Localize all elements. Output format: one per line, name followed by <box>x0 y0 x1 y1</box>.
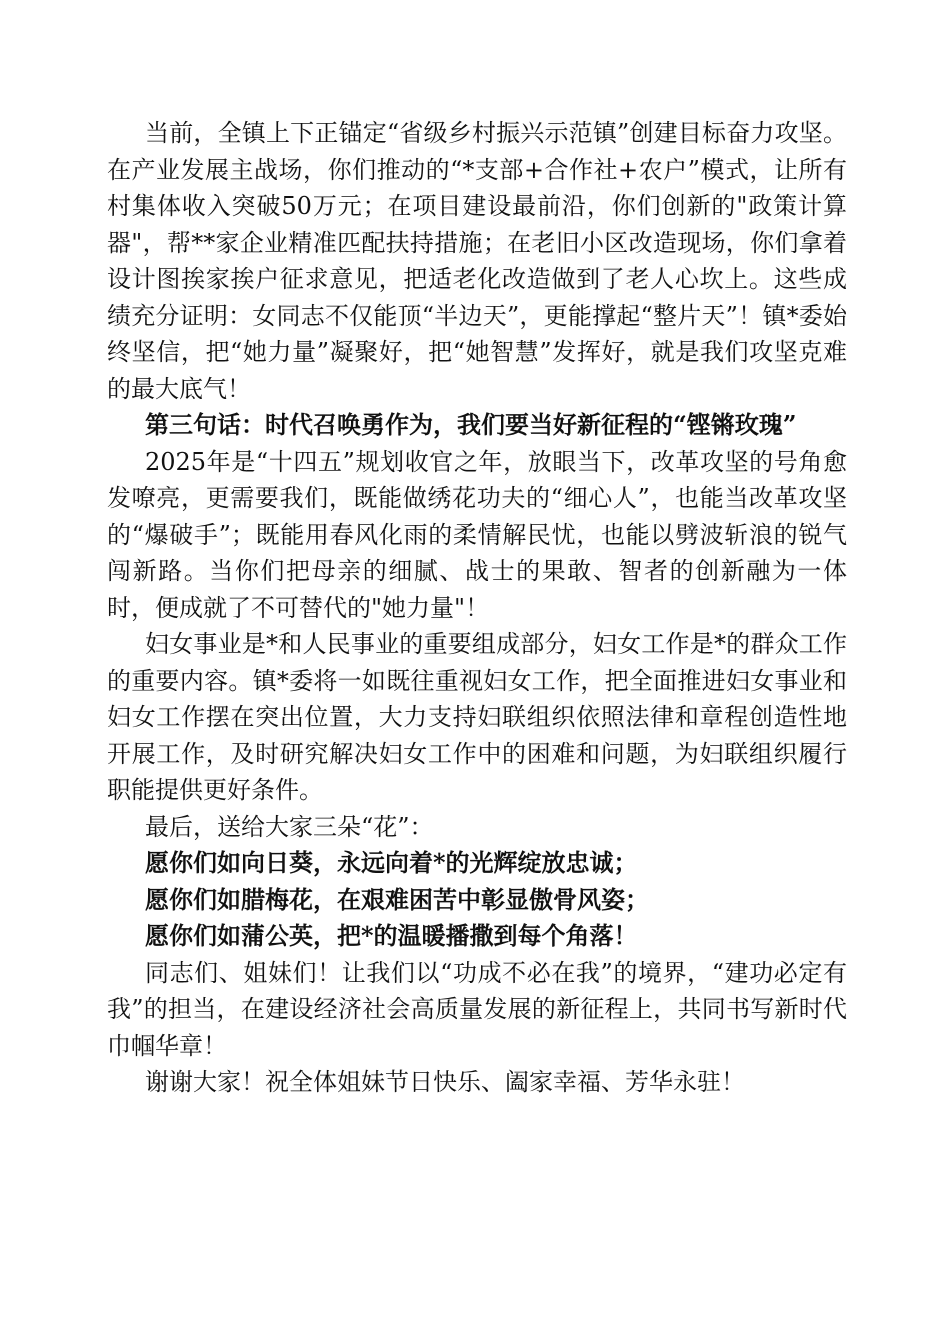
paragraph-new-journey: 2025年是“十四五”规划收官之年，放眼当下，改革攻坚的号角愈发嘹亮，更需要我们，既能做绣花功夫的“细心人”，也能当改革攻坚的“爆破手”；既能用春风化雨的柔情解民忧，也能以劈波斩浪的锐气闯新路。当你们把母亲的细腻、战士的果敢、智者的创新融为一体时，便成就了不可替代的"她力量"！ <box>107 447 847 622</box>
paragraph-call-to-action: 同志们、姐妹们！让我们以“功成不必在我”的境界，“建功必定有我”的担当，在建设经济社会高质量发展的新征程上，共同书写新时代巾帼华章！ <box>107 958 847 1060</box>
paragraph-achievements: 当前，全镇上下正锚定“省级乡村振兴示范镇”创建目标奋力攻坚。在产业发展主战场，你们推动的“*支部+合作社+农户”模式，让所有村集体收入突破50万元；在项目建设最前沿，你们创新的"政策计算器"，帮**家企业精准匹配扶持措施；在老旧小区改造现场，你们拿着设计图挨家挨户征求意见，把适老化改造做到了老人心坎上。这些成绩充分证明：女同志不仅能顶“半边天”，更能撑起“整片天”！镇*委始终坚信，把“她力量”凝聚好，把“她智慧”发挥好，就是我们攻坚克难的最大底气！ <box>107 119 847 403</box>
wish-sunflower: 愿你们如向日葵，永远向着*的光辉绽放忠诚； <box>145 848 638 877</box>
paragraph-womens-work: 妇女事业是*和人民事业的重要组成部分，妇女工作是*的群众工作的重要内容。镇*委将一如既往重视妇女工作，把全面推进妇女事业和妇女工作摆在突出位置，大力支持妇联组织依照法律和章程创造性地开展工作，及时研究解决妇女工作中的困难和问题，为妇联组织履行职能提供更好条件。 <box>107 630 847 804</box>
paragraph-closing-thanks: 谢谢大家！祝全体姐妹节日快乐、阖家幸福、芳华永驻！ <box>145 1068 745 1096</box>
document-body <box>107 115 847 1101</box>
wish-dandelion: 愿你们如蒲公英，把*的温暖播撒到每个角落！ <box>145 921 638 950</box>
wish-wintersweet: 愿你们如腊梅花，在艰难困苦中彰显傲骨风姿； <box>145 884 649 914</box>
paragraph-three-flowers: 最后，送给大家三朵“花”： <box>145 812 434 841</box>
section-heading-three: 第三句话：时代召唤勇作为，我们要当好新征程的“铿锵玫瑰” <box>145 410 797 439</box>
